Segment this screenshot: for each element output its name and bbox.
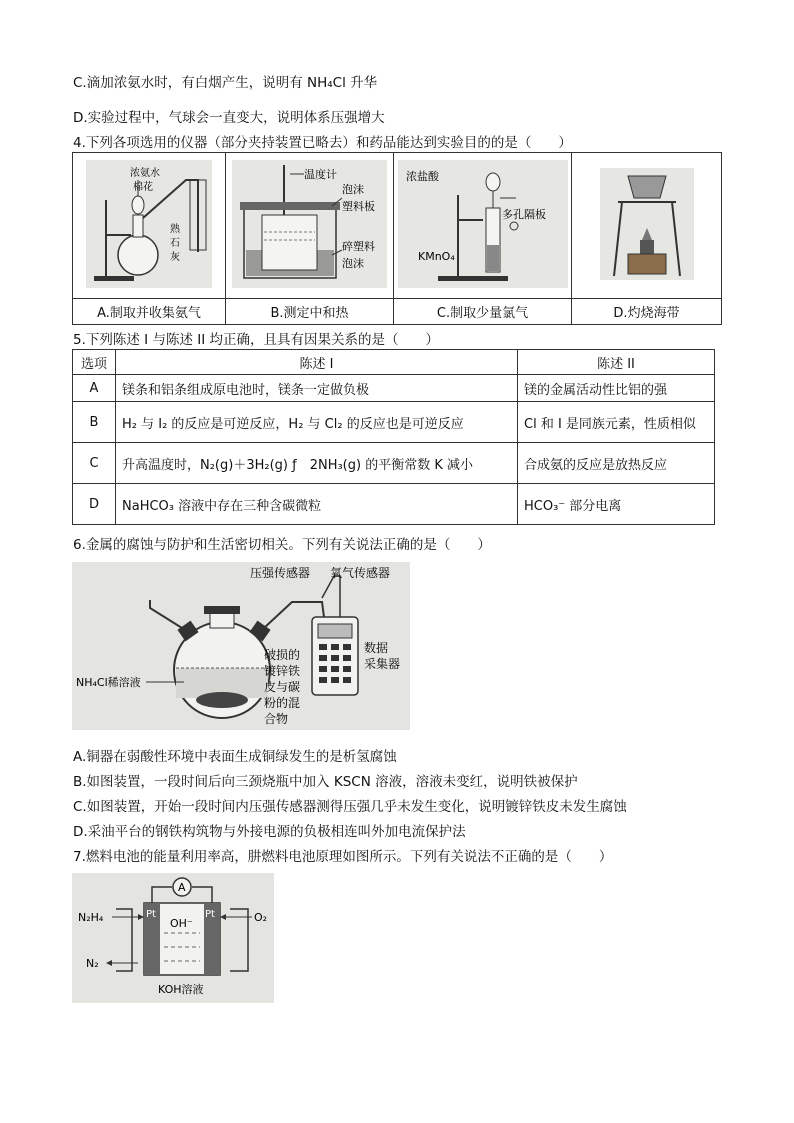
table-row [73, 484, 715, 525]
label-ammeter: A [178, 881, 186, 894]
label-galvanized-iron: 镀锌铁 [264, 664, 301, 678]
label-foam: 泡沫 [342, 182, 364, 196]
q4-figure-b [226, 153, 394, 299]
q5-row-c-option: C [73, 443, 116, 484]
q5-row-d-option: D [73, 484, 116, 525]
label-nitrogen: N₂ [86, 957, 99, 970]
q5-row-d-statement-1: NaHCO₃ 溶液中存在三种含碳微粒 [116, 484, 518, 525]
label-kmno4: KMnO₄ [417, 249, 455, 263]
q3-option-c: C.滴加浓氨水时，有白烟产生，说明有 NH₄Cl 升华 [73, 75, 378, 91]
label-soda-lime-3: 灰 [170, 251, 180, 263]
q7-fuel-cell-figure [72, 873, 274, 1003]
q3-option-d: D.实验过程中，气球会一直变大，说明体系压强增大 [73, 110, 385, 126]
q6-stem: 6.金属的腐蚀与防护和生活密切相关。下列有关说法正确的是（ ） [73, 537, 491, 553]
label-plastic-pieces: 碎塑料 [342, 239, 375, 253]
label-foam-2: 泡沫 [342, 256, 364, 270]
q5-row-a-statement-1: 镁条和铝条组成原电池时，镁条一定做负极 [116, 375, 518, 402]
crucible-burning-figure [600, 168, 694, 280]
label-oxygen: O₂ [254, 911, 268, 924]
label-pressure-sensor: 压强传感器 [250, 566, 311, 580]
q5-row-b-statement-1: H₂ 与 I₂ 的反应是可逆反应，H₂ 与 Cl₂ 的反应也是可逆反应 [116, 402, 518, 443]
label-hydrazine: N₂H₄ [78, 911, 104, 924]
label-pt-left: Pt [146, 909, 156, 920]
label-nh4cl-solution: NH₄Cl稀溶液 [76, 676, 141, 689]
q6-corrosion-figure [72, 562, 410, 730]
q5-header-statement-2: 陈述 II [518, 350, 715, 375]
label-sheet-carbon: 皮与碳 [264, 680, 301, 694]
q5-row-b-statement-2: Cl 和 I 是同族元素，性质相似 [518, 402, 715, 443]
q4-figure-c [394, 153, 572, 299]
table-row [73, 375, 715, 402]
q6-option-b: B.如图装置，一段时间后向三颈烧瓶中加入 KSCN 溶液，溶液未变红，说明铁被保护 [73, 774, 578, 790]
q5-row-c-statement-2: 合成氨的反应是放热反应 [518, 443, 715, 484]
label-conc-hcl: 浓盐酸 [405, 169, 439, 183]
q4-stem: 4.下列各项选用的仪器（部分夹持装置已略去）和药品能达到实验目的的是（ ） [73, 135, 572, 151]
q4-caption-d: D.灼烧海带 [572, 299, 722, 325]
q7-stem: 7.燃料电池的能量利用率高，肼燃料电池原理如图所示。下列有关说法不正确的是（ ） [73, 849, 613, 865]
chlorine-generator-figure [398, 160, 568, 288]
label-plastic-board: 塑料板 [342, 199, 375, 213]
label-hydroxide: OH⁻ [170, 917, 193, 930]
q5-row-d-statement-2: HCO₃⁻ 部分电离 [518, 484, 715, 525]
q6-option-c: C.如图装置，开始一段时间内压强传感器测得压强几乎未发生变化，说明镀锌铁皮未发生腐蚀 [73, 799, 627, 815]
q4-figure-d [572, 153, 722, 299]
q5-header-option: 选项 [73, 350, 116, 375]
label-conc-ammonia: 浓氨水 [130, 167, 160, 179]
label-pt-right: Pt [205, 909, 215, 920]
q4-caption-b: B.测定中和热 [226, 299, 394, 325]
q4-caption-c: C.制取少量氯气 [394, 299, 572, 325]
q5-row-c-statement-1: 升高温度时，N₂(g)＋3H₂(g) ƒ 2NH₃(g) 的平衡常数 K 减小 [116, 443, 518, 484]
label-powder-mix: 粉的混 [264, 696, 301, 710]
q6-option-a: A.铜器在弱酸性环境中表面生成铜绿发生的是析氢腐蚀 [73, 749, 397, 765]
label-oxygen-sensor: 氧气传感器 [330, 566, 391, 580]
q5-row-a-option: A [73, 375, 116, 402]
table-row [73, 402, 715, 443]
q4-figure-a [73, 153, 226, 299]
label-collector: 采集器 [364, 657, 401, 671]
calorimeter-figure [232, 160, 387, 288]
q4-caption-a: A.制取并收集氨气 [73, 299, 226, 325]
q5-row-a-statement-2: 镁的金属活动性比铝的强 [518, 375, 715, 402]
q4-figure-table [72, 152, 722, 325]
label-soda-lime-1: 熟 [170, 223, 180, 235]
q5-table [72, 349, 715, 525]
q6-option-d: D.采油平台的钢铁构筑物与外接电源的负极相连叫外加电流保护法 [73, 824, 466, 840]
q5-row-b-option: B [73, 402, 116, 443]
label-mixture: 合物 [264, 712, 289, 726]
label-data: 数据 [364, 641, 389, 655]
table-row [73, 443, 715, 484]
label-porous-plate: 多孔隔板 [501, 207, 546, 221]
q5-stem: 5.下列陈述 I 与陈述 II 均正确，且具有因果关系的是（ ） [73, 332, 439, 348]
label-thermometer: 温度计 [304, 167, 337, 181]
label-damaged: 破损的 [264, 648, 301, 662]
label-koh-solution: KOH溶液 [158, 983, 204, 996]
label-cotton: 棉花 [133, 181, 153, 193]
q5-header-statement-1: 陈述 I [116, 350, 518, 375]
ammonia-apparatus-figure [86, 160, 212, 288]
label-soda-lime-2: 石 [170, 237, 180, 249]
